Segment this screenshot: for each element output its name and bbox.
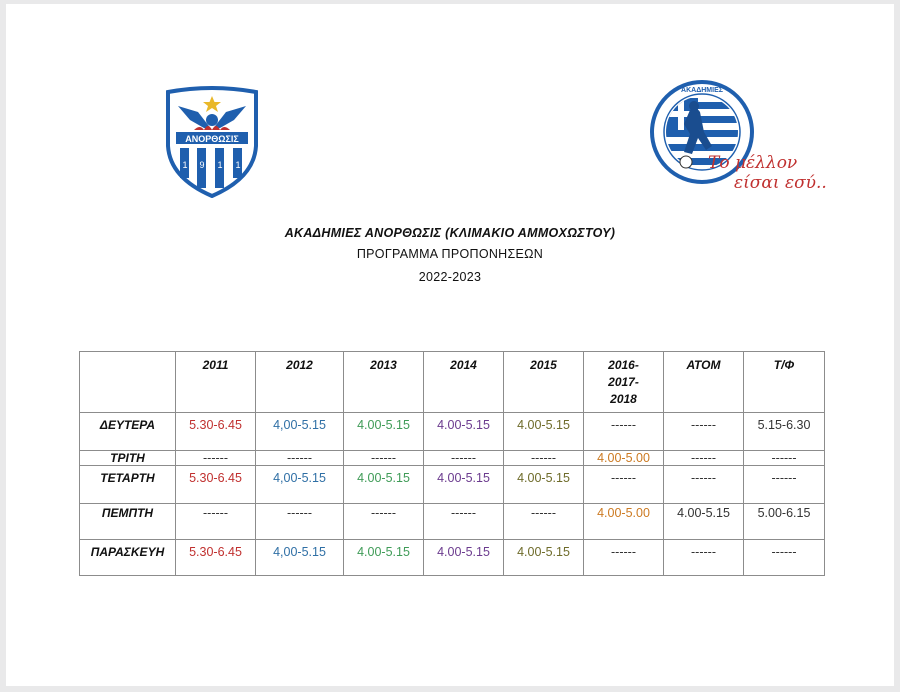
column-header: ΑΤΟΜ <box>664 352 744 413</box>
time-cell: ------ <box>344 451 424 466</box>
column-header: 2013 <box>344 352 424 413</box>
academies-badge-icon <box>646 80 826 194</box>
training-schedule-table <box>79 351 825 576</box>
time-cell: ------ <box>504 504 584 540</box>
time-cell: 5.30-6.45 <box>176 466 256 504</box>
document-subtitle: ΠΡΟΓΡΑΜΜΑ ΠΡΟΠΟΝΗΣΕΩΝ <box>356 247 544 261</box>
document-page <box>6 4 894 686</box>
time-cell: 5.30-6.45 <box>176 540 256 576</box>
table-row <box>80 451 825 466</box>
column-header: 2014 <box>424 352 504 413</box>
time-cell: ------ <box>584 413 664 451</box>
time-cell: 4.00-5.15 <box>664 504 744 540</box>
column-header-empty <box>80 352 176 413</box>
table-row <box>80 540 825 576</box>
table-header-row <box>80 352 825 413</box>
time-cell: 4.00-5.15 <box>504 413 584 451</box>
crest-text: ΑΝΟΡΘΩΣΙΣ <box>185 134 239 144</box>
time-cell: ------ <box>256 451 344 466</box>
time-cell: 4,00-5.15 <box>256 466 344 504</box>
column-header: 2015 <box>504 352 584 413</box>
time-cell: 4,00-5.15 <box>256 413 344 451</box>
time-cell: ------ <box>424 504 504 540</box>
time-cell: ------ <box>744 540 825 576</box>
time-cell: ------ <box>256 504 344 540</box>
season-label: 2022-2023 <box>418 270 482 284</box>
svg-text:1: 1 <box>235 160 241 170</box>
day-cell: ΠΑΡΑΣΚΕΥΗ <box>80 540 176 576</box>
time-cell: ------ <box>664 413 744 451</box>
svg-text:1: 1 <box>182 160 188 170</box>
time-cell: ------ <box>176 451 256 466</box>
column-header: Τ/Φ <box>744 352 825 413</box>
time-cell: 4.00-5.15 <box>344 540 424 576</box>
column-header: 2016- 2017- 2018 <box>584 352 664 413</box>
time-cell: ------ <box>664 466 744 504</box>
time-cell: 4.00-5.15 <box>424 413 504 451</box>
time-cell: 4,00-5.15 <box>256 540 344 576</box>
time-cell: 4.00-5.15 <box>504 466 584 504</box>
table-row <box>80 504 825 540</box>
time-cell: 5.00-6.15 <box>744 504 825 540</box>
column-header: 2011 <box>176 352 256 413</box>
svg-text:ΑΚΑΔΗΜΙΕΣ: ΑΚΑΔΗΜΙΕΣ <box>681 87 723 94</box>
svg-text:1: 1 <box>217 160 223 170</box>
time-cell: ------ <box>344 504 424 540</box>
time-cell: ------ <box>176 504 256 540</box>
table-row <box>80 466 825 504</box>
time-cell: ------ <box>744 451 825 466</box>
time-cell: ------ <box>584 466 664 504</box>
anorthosis-crest-icon <box>164 86 260 198</box>
time-cell: 4.00-5.15 <box>424 466 504 504</box>
svg-text:9: 9 <box>199 160 205 170</box>
time-cell: 4.00-5.15 <box>504 540 584 576</box>
document-title: ΑΚΑΔΗΜΙΕΣ ΑΝΟΡΘΩΣΙΣ (ΚΛΙΜΑΚΙΟ ΑΜΜΟΧΩΣΤΟΥ) <box>284 226 616 240</box>
time-cell: ------ <box>664 540 744 576</box>
slogan-line1: Το μέλλον <box>708 153 798 173</box>
time-cell: ------ <box>584 540 664 576</box>
day-cell: ΔΕΥΤΕΡΑ <box>80 413 176 451</box>
time-cell: 4.00-5.15 <box>344 413 424 451</box>
time-cell: 4.00-5.15 <box>344 466 424 504</box>
time-cell: 4.00-5.00 <box>584 504 664 540</box>
day-cell: ΤΕΤΑΡΤΗ <box>80 466 176 504</box>
column-header: 2012 <box>256 352 344 413</box>
day-cell: ΠΕΜΠΤΗ <box>80 504 176 540</box>
time-cell: 4.00-5.00 <box>584 451 664 466</box>
table-row <box>80 413 825 451</box>
day-cell: ΤΡΙΤΗ <box>80 451 176 466</box>
time-cell: 4.00-5.15 <box>424 540 504 576</box>
time-cell: ------ <box>424 451 504 466</box>
time-cell: ------ <box>664 451 744 466</box>
time-cell: 5.15-6.30 <box>744 413 825 451</box>
time-cell: ------ <box>744 466 825 504</box>
time-cell: 5.30-6.45 <box>176 413 256 451</box>
time-cell: ------ <box>504 451 584 466</box>
slogan-line2: είσαι εσύ... <box>734 173 826 193</box>
